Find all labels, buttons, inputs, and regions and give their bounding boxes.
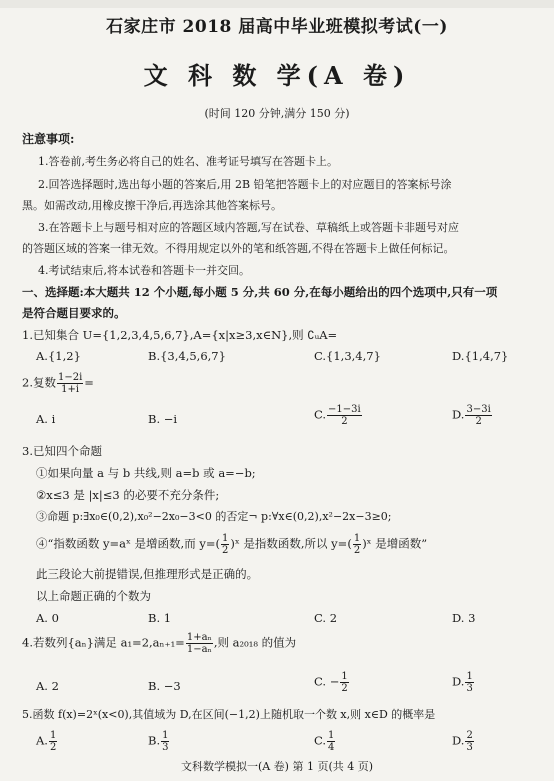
fraction-numerator: 1 xyxy=(341,671,348,682)
option-fraction xyxy=(465,671,473,694)
proposition-4-part-b: )ˣ 是指数函数,所以 y=( xyxy=(230,536,352,551)
note-4: 4.考试结束后,将本试卷和答题卡一并交回。 xyxy=(38,264,250,277)
question-1-option-b: B.{3,4,5,6,7} xyxy=(148,349,226,363)
question-4-option-b: B. −3 xyxy=(148,679,181,693)
question-5-stem: 5.函数 f(x)=2ˣ(x<0),其值域为 D,在区间(−1,2)上随机取一个数 x,则 x∈D 的概率是 xyxy=(22,708,436,721)
question-3-stem: 3.已知四个命题 xyxy=(22,444,102,458)
option-fraction xyxy=(327,404,362,427)
page-footer: 文科数学模拟一(A 卷) 第 1 页(共 4 页) xyxy=(180,760,374,773)
fraction-denominator: 2 xyxy=(341,683,348,694)
question-4-option-a: A. 2 xyxy=(36,679,59,693)
top-border xyxy=(0,0,554,8)
question-3-option-d: D. 3 xyxy=(452,611,476,625)
fraction-denominator: 2 xyxy=(353,545,361,556)
fraction-denominator: 2 xyxy=(341,416,348,427)
option-fraction xyxy=(161,730,169,753)
fraction-numerator: 1 xyxy=(162,730,169,741)
question-1-option-a: A.{1,2} xyxy=(36,349,81,363)
proposition-4-fraction xyxy=(221,533,229,556)
question-1-stem: 1.已知集合 U={1,2,3,4,5,6,7},A={x|x≥3,x∈N},则 ∁ᵤA= xyxy=(22,328,338,342)
question-3-option-b: B. 1 xyxy=(148,611,172,625)
fraction-numerator: 3−3i xyxy=(466,404,491,415)
option-label: C. xyxy=(314,407,327,422)
question-2-prefix: 2.复数 xyxy=(22,375,56,390)
fraction-denominator: 2 xyxy=(49,742,57,753)
option-fraction xyxy=(340,671,348,694)
question-3-line-5: 此三段论大前提错误,但推理形式是正确的。 xyxy=(36,567,259,581)
proposition-4-fraction-2 xyxy=(353,533,361,556)
note-2a: 2.回答选择题时,选出每小题的答案后,用 2B 铅笔把答题卡上的对应题目的答案标号涂 xyxy=(38,178,452,191)
note-2b: 黑。如需改动,用橡皮擦干净后,再选涂其他答案标号。 xyxy=(22,199,282,212)
option-label: D. xyxy=(452,674,465,689)
note-3a: 3.在答题卡上与题号相对应的答题区域内答题,写在试卷、草稿纸上或答题卡非题号对应 xyxy=(38,221,459,234)
question-4-suffix: ,则 a₂₀₁₈ 的值为 xyxy=(213,635,297,650)
section-heading-2: 是符合题目要求的。 xyxy=(22,306,126,320)
fraction-denominator: 2 xyxy=(475,416,482,427)
question-4-fraction xyxy=(186,632,213,655)
question-4-option-d xyxy=(452,671,475,694)
time-info: (时间 120 分钟,满分 150 分) xyxy=(204,107,350,120)
fraction-denominator: 1−aₙ xyxy=(186,644,212,655)
question-1-option-d: D.{1,4,7} xyxy=(452,349,509,363)
fraction-denominator: 3 xyxy=(466,683,473,694)
question-3-proposition-2: ②x≤3 是 |x|≤3 的必要不充分条件; xyxy=(36,488,220,502)
option-label: B. xyxy=(148,733,161,748)
question-2-option-c xyxy=(314,404,363,427)
proposition-4-part-a: ④“指数函数 y=aˣ 是增函数,而 y=( xyxy=(36,536,220,551)
fraction-numerator: 1+aₙ xyxy=(186,632,212,643)
fraction-numerator: 1−2i xyxy=(57,372,83,383)
fraction-denominator: 1+i xyxy=(61,384,80,395)
option-label: A. xyxy=(36,733,48,748)
question-5-option-a xyxy=(36,730,58,753)
question-4-prefix: 4.若数列{aₙ}满足 a₁=2,aₙ₊₁= xyxy=(22,635,185,650)
question-3-proposition-1: ①如果向量 a 与 b 共线,则 a=b 或 a=−b; xyxy=(36,466,256,480)
note-3b: 的答题区域的答案一律无效。不得用规定以外的笔和纸答题,不得在答题卡上做任何标记。 xyxy=(22,242,455,255)
fraction-denominator: 2 xyxy=(221,545,229,556)
fraction-numerator: 2 xyxy=(466,730,473,741)
option-fraction xyxy=(49,730,57,753)
question-2-stem xyxy=(22,372,94,395)
question-3-proposition-4 xyxy=(36,533,427,556)
question-1-option-c: C.{1,3,4,7} xyxy=(314,349,381,363)
question-5-option-c xyxy=(314,730,336,753)
question-3-proposition-3: ③命题 p:∃x₀∈(0,2),x₀²−2x₀−3<0 的否定¬ p:∀x∈(0,2),x²−2x−3≥0; xyxy=(36,510,392,523)
option-label: D. xyxy=(452,407,465,422)
fraction-denominator: 4 xyxy=(328,742,335,753)
notes-heading: 注意事项: xyxy=(22,132,75,146)
option-label: C. xyxy=(314,733,327,748)
option-label: C. − xyxy=(314,674,340,689)
question-3-option-c: C. 2 xyxy=(314,611,338,625)
question-2-fraction xyxy=(57,372,83,395)
fraction-numerator: 1 xyxy=(328,730,335,741)
question-3-line-6: 以上命题正确的个数为 xyxy=(36,589,151,603)
question-5-option-d xyxy=(452,730,475,753)
fraction-numerator: 1 xyxy=(353,533,361,544)
question-2-option-d xyxy=(452,404,493,427)
note-1: 1.答卷前,考生务必将自己的姓名、准考证号填写在答题卡上。 xyxy=(38,155,338,168)
exam-title: 石家庄市 2018 届高中毕业班模拟考试(一) xyxy=(106,17,448,37)
option-label: D. xyxy=(452,733,465,748)
option-fraction xyxy=(327,730,335,753)
fraction-numerator: 1 xyxy=(466,671,473,682)
proposition-4-part-c: )ˣ 是增函数” xyxy=(362,536,428,551)
fraction-numerator: 1 xyxy=(49,730,57,741)
question-2-option-a: A. i xyxy=(36,412,56,426)
question-4-stem xyxy=(22,632,296,655)
question-5-option-b xyxy=(148,730,170,753)
section-heading-1: 一、选择题:本大题共 12 个小题,每小题 5 分,共 60 分,在每小题给出的四个选项中,只有一项 xyxy=(22,285,498,299)
question-2-option-b: B. −i xyxy=(148,412,178,426)
subject-title: 文 科 数 学(A 卷) xyxy=(143,61,411,90)
option-fraction xyxy=(465,404,491,427)
fraction-denominator: 3 xyxy=(162,742,169,753)
fraction-denominator: 3 xyxy=(466,742,473,753)
option-fraction xyxy=(465,730,473,753)
question-4-option-c xyxy=(314,671,350,694)
question-3-option-a: A. 0 xyxy=(36,611,59,625)
question-2-suffix: = xyxy=(84,375,94,390)
fraction-numerator: 1 xyxy=(221,533,229,544)
fraction-numerator: −1−3i xyxy=(328,404,361,415)
